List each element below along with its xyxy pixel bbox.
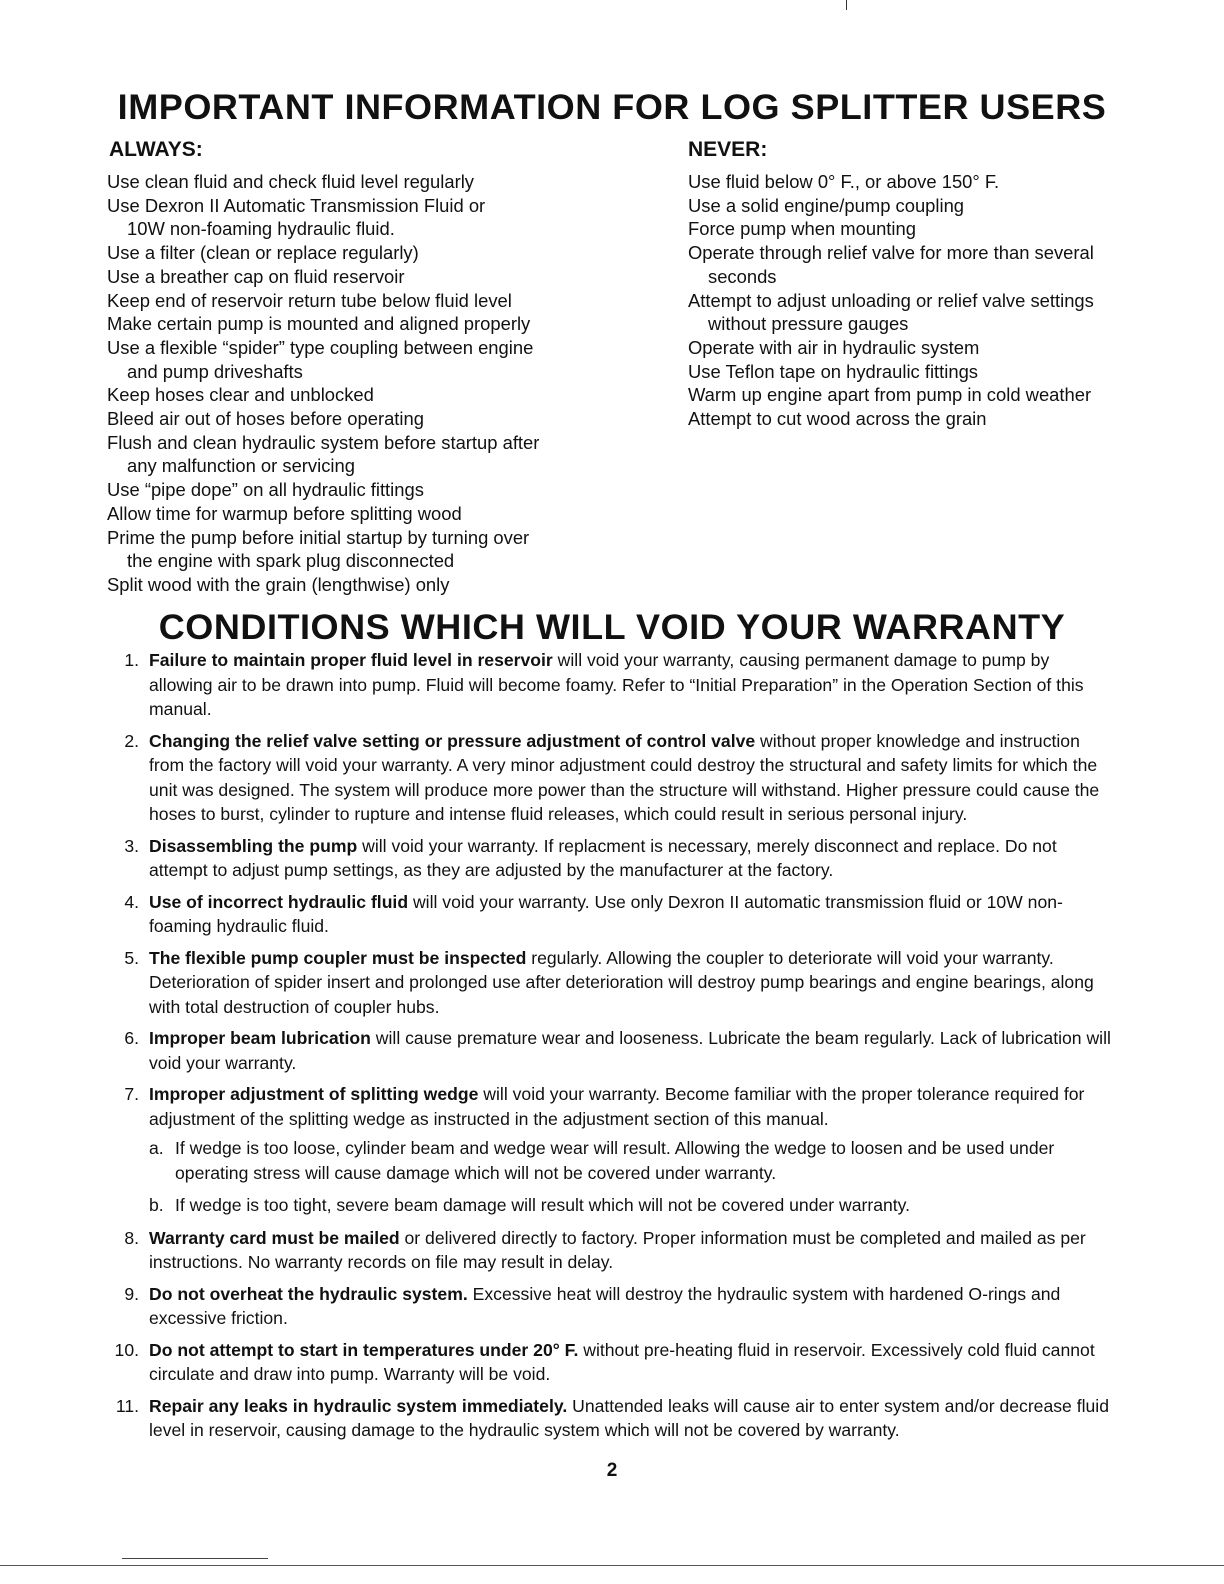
never-item: Warm up engine apart from pump in cold weather (688, 384, 1092, 406)
always-item: Flush and clean hydraulic system before startup after (107, 431, 540, 453)
scan-mark (846, 0, 847, 10)
condition-number: 2. (124, 730, 139, 751)
wedge-subitems (149, 1136, 1117, 1218)
warranty-condition (107, 729, 1117, 827)
subitem-letter: a. (149, 1138, 164, 1158)
always-column (107, 136, 667, 597)
warranty-condition (107, 1026, 1117, 1075)
never-item: Use fluid below 0° F., or above 150° F. (688, 171, 1000, 192)
condition-heading: Failure to maintain proper fluid level in reservoir (149, 650, 553, 670)
condition-text: will cause premature wear and looseness. Lubricate the beam regularly. Lack of lubrication will void your warranty. (149, 1028, 1111, 1073)
condition-number: 6. (124, 1028, 139, 1048)
always-item: Split wood with the grain (lengthwise) only (107, 573, 450, 595)
condition-text: without proper knowledge and instruction from the factory will void your warranty. A very minor adjustment could destroy the structural and safety limits for which the unit was designed. The system will produce more power than the structure will withstand. Higher pressure could cause the hoses to burst, cylinder to rupture and intense fluid releases, which could result in serious personal injury. (149, 730, 1100, 824)
page-number: 2 (606, 1460, 618, 1481)
subitem-text: If wedge is too loose, cylinder beam and wedge wear will result. Allowing the wedge to loosen and be used under operating stress will cause damage which will not be covered under warranty. (175, 1138, 1055, 1183)
warranty-condition (107, 1082, 1117, 1218)
wedge-subitem (149, 1136, 1117, 1185)
condition-number: 7. (124, 1084, 139, 1104)
condition-text: Unattended leaks will cause air to enter system and/or decrease fluid level in reservoir, causing damage to the hydraulic system which will not be covered by warranty. (149, 1395, 1109, 1440)
condition-number: 4. (124, 891, 139, 912)
always-item: Prime the pump before initial startup by turning over (107, 526, 530, 548)
warranty-condition (107, 1282, 1117, 1331)
always-item: and pump driveshafts (127, 360, 303, 382)
never-item: Attempt to cut wood across the grain (688, 408, 987, 430)
footer-rule (0, 1565, 1224, 1566)
never-list (688, 170, 1188, 431)
always-item: Keep hoses clear and unblocked (107, 384, 374, 406)
condition-text: without pre-heating fluid in reservoir. Excessively cold fluid cannot circulate and draw into pump. Warranty will be void. (149, 1339, 1095, 1384)
always-item: Use a flexible “spider” type coupling between engine (107, 336, 534, 358)
subitem-letter: b. (149, 1195, 164, 1215)
page-title: IMPORTANT INFORMATION FOR LOG SPLITTER USERS (117, 88, 1107, 127)
never-item: Operate through relief valve for more than several (688, 242, 1094, 264)
always-item: any malfunction or servicing (127, 455, 355, 477)
condition-number: 10. (114, 1339, 139, 1360)
always-heading: ALWAYS: (109, 138, 203, 161)
condition-text: will void your warranty. Become familiar with the proper tolerance required for adjustment of the splitting wedge as instructed in the adjustment section of this manual. (149, 1084, 1085, 1129)
footer-short-rule (122, 1558, 268, 1559)
always-item: Use “pipe dope” on all hydraulic fittings (107, 479, 424, 501)
never-item: Use a solid engine/pump coupling (688, 194, 965, 216)
condition-number: 3. (124, 835, 139, 856)
never-item: without pressure gauges (708, 313, 909, 335)
condition-text: will void your warranty, causing permanent damage to pump by allowing air to be drawn into pump. Fluid will become foamy. Refer to “Initial Preparation” in the Operation Section of this manual. (149, 650, 1084, 719)
never-item: Force pump when mounting (688, 218, 916, 240)
always-list (107, 170, 667, 597)
condition-heading: Improper beam lubrication (149, 1028, 371, 1048)
condition-number: 8. (124, 1227, 139, 1248)
condition-heading: Disassembling the pump (149, 835, 358, 856)
never-column (688, 136, 1188, 431)
always-item: Use a filter (clean or replace regularly) (107, 242, 419, 264)
never-item: Attempt to adjust unloading or relief valve settings (688, 289, 1094, 311)
condition-text: Excessive heat will destroy the hydraulic system with hardened O-rings and excessive friction. (149, 1283, 1061, 1328)
warranty-condition (107, 834, 1117, 883)
warranty-condition (107, 890, 1117, 939)
condition-number: 1. (124, 650, 139, 670)
condition-text: will void your warranty. Use only Dexron II automatic transmission fluid or 10W non-foaming hydraulic fluid. (149, 891, 1063, 936)
condition-heading: Warranty card must be mailed (149, 1227, 400, 1248)
warranty-title: CONDITIONS WHICH WILL VOID YOUR WARRANTY (158, 608, 1066, 647)
warranty-condition (107, 1226, 1117, 1275)
never-item: Use Teflon tape on hydraulic fittings (688, 360, 978, 382)
condition-text: or delivered directly to factory. Proper information must be completed and mailed as per instructions. No warranty records on file may result in delay. (149, 1227, 1086, 1272)
always-item: Keep end of reservoir return tube below fluid level (107, 289, 512, 311)
always-item: Use Dexron II Automatic Transmission Fluid or (107, 194, 486, 216)
always-item: Use clean fluid and check fluid level regularly (107, 171, 474, 192)
warranty-condition (107, 648, 1117, 722)
always-item: 10W non-foaming hydraulic fluid. (127, 218, 395, 240)
condition-heading: Repair any leaks in hydraulic system immediately. (149, 1395, 568, 1416)
condition-number: 11. (115, 1395, 139, 1416)
condition-number: 5. (124, 947, 139, 968)
condition-heading: Use of incorrect hydraulic fluid (149, 891, 409, 912)
always-item: Make certain pump is mounted and aligned properly (107, 313, 531, 335)
condition-heading: Changing the relief valve setting or pressure adjustment of control valve (149, 730, 756, 751)
condition-heading: Do not overheat the hydraulic system. (149, 1283, 468, 1304)
always-item: Allow time for warmup before splitting wood (107, 502, 462, 524)
never-item: Operate with air in hydraulic system (688, 336, 980, 358)
always-item: Use a breather cap on fluid reservoir (107, 265, 405, 287)
never-heading: NEVER: (688, 138, 768, 161)
warranty-conditions-list (107, 648, 1117, 1450)
warranty-condition (107, 946, 1117, 1020)
condition-heading: Improper adjustment of splitting wedge (149, 1084, 479, 1104)
condition-text: will void your warranty. If replacment is necessary, merely disconnect and replace. Do not attempt to adjust pump settings, as they are adjusted by the manufacturer at the factory. (149, 835, 1057, 880)
always-item: the engine with spark plug disconnected (127, 550, 455, 572)
condition-heading: The flexible pump coupler must be inspected (149, 947, 527, 968)
always-item: Bleed air out of hoses before operating (107, 408, 424, 430)
warranty-condition (107, 1338, 1117, 1387)
subitem-text: If wedge is too tight, severe beam damage will result which will not be covered under warranty. (175, 1195, 911, 1215)
wedge-subitem (149, 1193, 1117, 1218)
condition-number: 9. (124, 1283, 139, 1304)
condition-text: regularly. Allowing the coupler to deteriorate will void your warranty. Deterioration of spider insert and prolonged use after deterioration will destroy pump bearings and engine bearings, along with total destruction of coupler hubs. (149, 947, 1094, 1017)
never-item: seconds (708, 265, 777, 287)
condition-heading: Do not attempt to start in temperatures under 20° F. (149, 1339, 579, 1360)
warranty-condition (107, 1394, 1117, 1443)
